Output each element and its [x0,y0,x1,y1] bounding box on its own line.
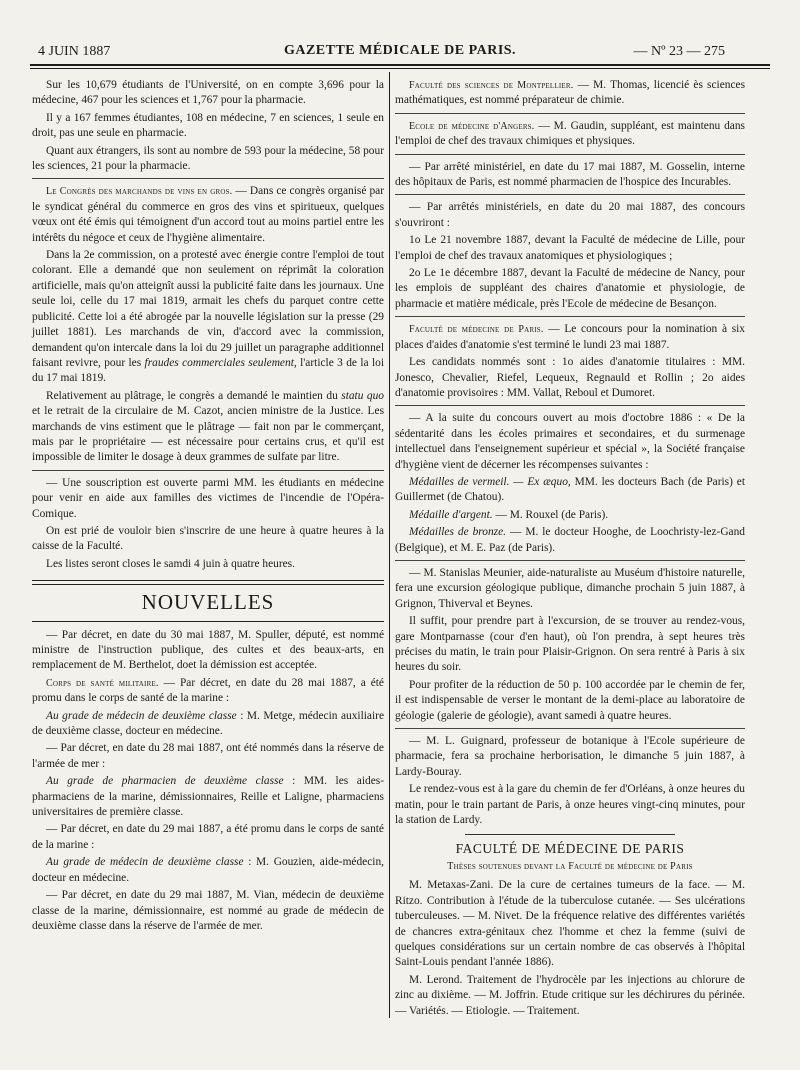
section-separator [395,113,745,114]
italic-text: Au grade de médecin de deuxième classe [46,709,237,722]
paragraph [395,508,745,523]
section-separator [32,580,384,585]
section-heading: Faculté des sciences de Montpellier. [409,80,574,91]
italic-text: Médaille d'argent. [409,508,493,521]
section-separator [395,560,745,561]
paragraph: — Par décret, en date du 29 mai 1887, a été promu dans le corps de santé de la marine : [32,823,384,851]
paragraph: 2o Le 1e décembre 1887, devant la Faculté de médecine de Nancy, pour les emplois de suppléant des chaires d'anatomie et physiologie, de pharmacie et matière médicale, près l'Ecole de médecine de Besançon. [395,267,745,310]
paragraph-text: Dans la 2e commission, on a protesté avec énergie contre l'emploi de tout colorant. Elle a demandé que non seulement on réprimât la coloration artificielle, mais qu'on atteignît aussi la publicité faite dans les journaux. Une seule loi, celle du 17 mai 1819, armait les chefs du parquet contre cette publicité. Cette loi a été abrogée par la nouvelle législation sur la presse (29 juillet 1881). Les marchands de vin, d'accord avec la commission, demandent qu'on intercale dans la loi du 29 juillet un paragraphe additionnel faisant revivre, pour les [32,249,384,369]
paragraph: 1o Le 21 novembre 1887, devant la Faculté de médecine de Lille, pour l'emploi de chef des travaux anatomiques et physiologiques ; [395,234,745,262]
issue-page-number: — Nº 23 — 275 [633,44,725,59]
paragraph: Les candidats nommés sont : 1o aides d'anatomie titulaires : MM. Jonesco, Chevalier, Riefel, Lequeux, Regnauld et Rollin ; 2o aides d'anatomie provisoires : MM. Vallat, Reboul et Dumoret. [395,356,745,399]
paragraph: — Par décret, en date du 28 mai 1887, ont été nommés dans la réserve de l'armée de mer : [32,742,384,770]
paragraph [32,248,384,387]
paragraph [395,119,745,150]
section-separator [32,470,384,471]
paragraph: M. Lerond. Traitement de l'hydrocèle par les injections au chlorure de zinc au dixième. — M. Joffrin. Etude critique sur les déchirures du périnée. — Variétés. — Etiologie. — Traitement. [395,973,745,1017]
section-title: NOUVELLES [141,590,275,615]
paragraph: — Une souscription est ouverte parmi MM. les étudiants en médecine pour venir en aide aux familles des victimes de l'incendie de l'Opéra-Comique. [32,476,384,520]
italic-text: Au grade de pharmacien de deuxième classe [46,775,284,788]
paragraph [32,676,384,707]
section-separator [395,194,745,195]
italic-text: statu quo [341,389,385,402]
paragraph: M. Metaxas-Zani. De la cure de certaines tumeurs de la face. — M. Ritzo. Contribution à l'étude de la tuberculose cutanée. — Ses ulcérations tuberculeuses. — M. Nivet. De la fréquence relative des différentes variétés de chancres extra-génitaux chez l'homme et chez la femme (suivi de quelques considérations sur un certain nombre de cas observés à l'hôpital Saint-Louis pendant l'année 1886). [395,879,745,969]
paragraph [395,322,745,353]
paragraph [32,184,384,246]
paragraph-text: : M. Metge, médecin auxiliaire de deuxième classe, docteur en médecine. [32,709,385,738]
paragraph: — Par arrêtés ministériels, en date du 20 mai 1887, des concours s'ouvriront : [395,201,745,229]
paragraph [32,855,384,886]
paragraph-text: — Par décret, en date du 28 mai 1887, a été promu dans le corps de santé de la marine : [32,676,384,705]
paragraph [395,78,745,109]
header-rule-thin [30,68,770,69]
paragraph-text: — Le concours pour la nomination à six places d'aides d'anatomie s'est terminé le lundi 23 mai 1887. [395,323,745,351]
italic-text: Médailles de vermeil. — Ex æquo, [409,475,571,488]
section-separator [395,316,745,317]
paragraph [32,709,384,740]
paragraph: Pour profiter de la réduction de 50 p. 100 accordée par le chemin de fer, il est indispensable de verser le montant de la demi-place au laboratoire de géologie (galerie de géologie), avant samedi à quatre heures. [395,678,745,722]
paragraph [32,774,384,820]
italic-text: Au grade de médecin de deuxième classe [46,856,244,869]
paragraph: Il suffit, pour prendre part à l'excursion, de se trouver au rendez-vous, gare Montparnasse (cour d'en haut), où l'on prendra, à sept heures très précises du matin, le train pour Plaisir-Grignon. On sera rentré à Paris à six heures du soir. [395,615,745,674]
section-subtitle: Thèses soutenues devant la Faculté de médecine de Paris [447,860,693,872]
paragraph: — Par arrêté ministériel, en date du 17 mai 1887, M. Gosselin, interne des hôpitaux de Paris, est nommé pharmacien de l'hospice des Incurables. [395,160,745,189]
paragraph: — Par décret, en date du 30 mai 1887, M. Spuller, député, est nommé ministre de l'instruction publique, des cultes et des beaux-arts, en remplacement de M. Berthelot, doet la démission est acceptée. [32,628,384,672]
paragraph [395,525,745,556]
paragraph-text: et le retrait de la circulaire de M. Cazot, ancien ministre de la Justice. Les marchands de vins estiment que le plâtrage — fait non par le commerçant, mais par le propriétaire — est nécessaire pour certains crus, et qu'il est impossible de limiter le dosage à deux grammes de sulfate par litre. [32,405,384,464]
paragraph-text: — Dans ce congrès organisé par le syndicat général du commerce en gros des vins et spiritueux, quelques vœux ont été émis qui témoignent d'un accord tout au moins partiel entre les intérêts du négoce et ceux de l'hygiène alimentaire. [32,185,384,244]
paragraph-text: MM. les docteurs Bach (de Paris) et Guillermet (de Chatou). [395,475,745,504]
paragraph [32,389,384,466]
header-date: 4 JUIN 1887 [38,44,111,59]
paragraph: — M. L. Guignard, professeur de botanique à l'Ecole supérieure de pharmacie, fera sa prochaine herborisation, le dimanche 5 juin 1887, à Lardy-Bouray. [395,735,745,778]
section-separator [465,834,675,835]
paragraph: — Par décret, en date du 29 mai 1887, M. Vian, médecin de deuxième classe de la marine, démissionnaire, est nommé au grade de médecin de deuxième classe dans la réserve de l'armée de mer. [32,889,384,932]
paragraph: Quant aux étrangers, ils sont au nombre de 593 pour la médecine, 58 pour les sciences, 21 pour la pharmacie. [32,144,384,173]
paragraph-text: , l'article 3 de la loi du 17 mai 1819. [32,356,384,385]
journal-title: GAZETTE MÉDICALE DE PARIS. [283,43,517,58]
paragraph-text: : M. Gouzien, aide-médecin, docteur en médecine. [32,856,384,884]
section-separator [395,154,745,155]
section-separator [395,405,745,406]
header-rule-thick [30,64,770,66]
section-heading: Corps de santé militaire. [46,677,159,689]
paragraph: Les listes seront closes le samdi 4 juin à quatre heures. [46,557,295,570]
paragraph-text: — M. Rouxel (de Paris). [492,508,609,521]
paragraph-text: — M. Gaudin, suppléant, est maintenu dans l'emploi de chef des travaux chimiques et physiques. [395,119,745,148]
news-section [32,621,384,935]
paragraph: Le rendez-vous est à la gare du chemin de fer d'Orléans, à onze heures du matin, pour le train partant de Paris, à onze heures vingt-cinq minutes, pour la station de Lardy. [395,783,745,827]
paragraph: Il y a 167 femmes étudiantes, 108 en médecine, 7 en sciences, 1 seule en droit, pas une seule en pharmacie. [32,111,384,140]
italic-text: fraudes commerciales seulement [144,356,294,369]
section-separator [32,178,384,179]
paragraph: Sur les 10,679 étudiants de l'Université, on en compte 3,696 pour la médecine, 467 pour les sciences et 1,767 pour la pharmacie. [32,79,384,107]
paragraph-text: — M. Thomas, licencié ès sciences mathématiques, est nommé préparateur de chimie. [395,79,746,107]
paragraph: — M. Stanislas Meunier, aide-naturaliste au Muséum d'histoire naturelle, fera une excursion géologique publique, dimanche prochain 5 juin 1887, à Grignon, Thiverval et Beynes. [395,566,745,610]
section-heading: Faculté de médecine de Paris. [409,324,544,336]
section-heading: Le Congrès des marchands de vins en gros. [46,186,233,198]
paragraph [395,475,745,506]
column-divider [389,72,390,1018]
paragraph: On est prié de vouloir bien s'inscrire de une heure à quatre heures à la caisse de la Faculté. [32,524,384,553]
italic-text: Médailles de bronze. [409,526,507,539]
section-title: FACULTÉ DE MÉDECINE DE PARIS [455,841,685,857]
right-column [395,78,745,1021]
left-column [32,78,384,936]
paragraph: — A la suite du concours ouvert au mois d'octobre 1886 : « De la sédentarité dans les écoles primaires et secondaires, et du surmenage intellectuel dans l'enseignement supérieur et spécial », la Société française d'hygiène vient de décerner les récompenses suivantes : [395,412,745,471]
paragraph-text: : MM. les aides-pharmaciens de la marine, démissionnaires, Reille et Laligne, pharmaciens universitaires de première classe. [32,775,384,819]
paragraph-text: Relativement au plâtrage, le congrès a demandé le maintien du [46,389,342,402]
page-header [30,40,770,62]
section-separator [395,728,745,729]
section-heading: Ecole de médecine d'Angers. [409,120,535,132]
paragraph-text: — M. le docteur Hooghe, de Loochristy-lez-Gand (Belgique), et M. E. Paz (de Paris). [395,526,745,554]
